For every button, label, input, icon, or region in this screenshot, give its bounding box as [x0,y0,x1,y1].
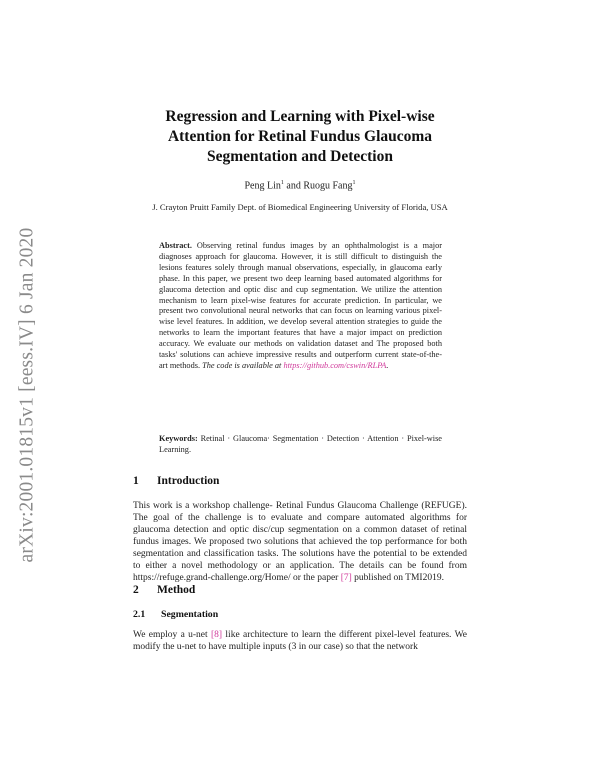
title-line: Regression and Learning with Pixel-wise [165,108,435,125]
subsection-number: 2.1 [133,609,146,620]
keywords [159,434,442,456]
abstract [159,241,442,372]
author-name: Ruogu Fang [303,180,353,192]
affiliation-mark: 1 [352,180,356,186]
keywords-text: Retinal · Glaucoma· Segmentation · Detection · Attention · Pixel-wise Learning. [159,434,442,454]
paper-title [110,107,490,167]
introduction-paragraph [133,500,467,584]
paragraph-text: This work is a workshop challenge- Retinal Fundus Glaucoma Challenge (REFUGE). The goal of the challenge is to evaluate and compare automated algorithms for glaucoma detection and optic disc/cup segmentation on a common dataset of retinal fundus images. We proposed two solutions that achieved the top performance for both segmentation and classification tasks. The solutions have the potential to be extended to either a novel methodology or an application. The details can be found from https://refuge.grand-challenge.org/Home/ or the paper [133,501,467,583]
paragraph-text: We employ a u-net [133,630,211,640]
author-name: Peng Lin [244,180,281,192]
affiliation-mark: 1 [280,180,284,186]
code-link[interactable]: https://github.com/cswin/RLPA [283,360,387,370]
affiliation: J. Crayton Pruitt Family Dept. of Biomedical Engineering University of Florida, USA [152,202,448,212]
citation-link[interactable]: [8] [211,630,223,640]
arxiv-identifier: arXiv:2001.01815v1 [eess.IV] 6 Jan 2020 [16,227,38,563]
subsection-title: Segmentation [161,609,219,620]
section-number: 2 [133,584,139,596]
title-line: Segmentation and Detection [207,148,393,165]
section-title: Introduction [157,475,220,487]
paragraph-text: published on TMI2019. [351,573,444,583]
code-note-end: . [386,360,389,370]
section-number: 1 [133,475,139,487]
subsection-heading [133,609,218,620]
section-heading [133,584,195,596]
section-heading [133,475,219,487]
code-availability-note: The code is available at [202,360,284,370]
abstract-label: Abstract. [159,241,192,250]
abstract-text: Observing retinal fundus images by an ophthalmologist is a major diagnoses approach for glaucoma. However, it is still difficult to distinguish the lesions features solely through manual observations, especially, in glaucoma early phase. In this paper, we present two deep learning based automated algorithms for glaucoma detection and optic disc and cup segmentation. We utilize the attention mechanism to learn pixel-wise features for accurate prediction. In particular, we present two convolutional neural networks that can focus on learning various pixel-wise level features. In addition, we develop several attention strategies to guide the networks to learn the important features that have a major impact on prediction accuracy. We evaluate our methods on validation dataset and The proposed both tasks' solutions can achieve impressive results and outperform current state-of-the-art methods. [159,241,442,370]
keywords-label: Keywords: [159,434,198,443]
segmentation-paragraph [133,629,467,653]
citation-link[interactable]: [7] [340,573,352,583]
arxiv-margin-stamp [10,207,44,583]
paragraph-text: like architecture to learn the different pixel-level features. We modify the u-net to have multiple inputs (3 in our case) so that the network [133,630,467,652]
section-title: Method [157,584,196,596]
author-conjunction: and [283,180,304,192]
author-list [100,180,500,191]
title-line: Attention for Retinal Fundus Glaucoma [167,128,433,145]
